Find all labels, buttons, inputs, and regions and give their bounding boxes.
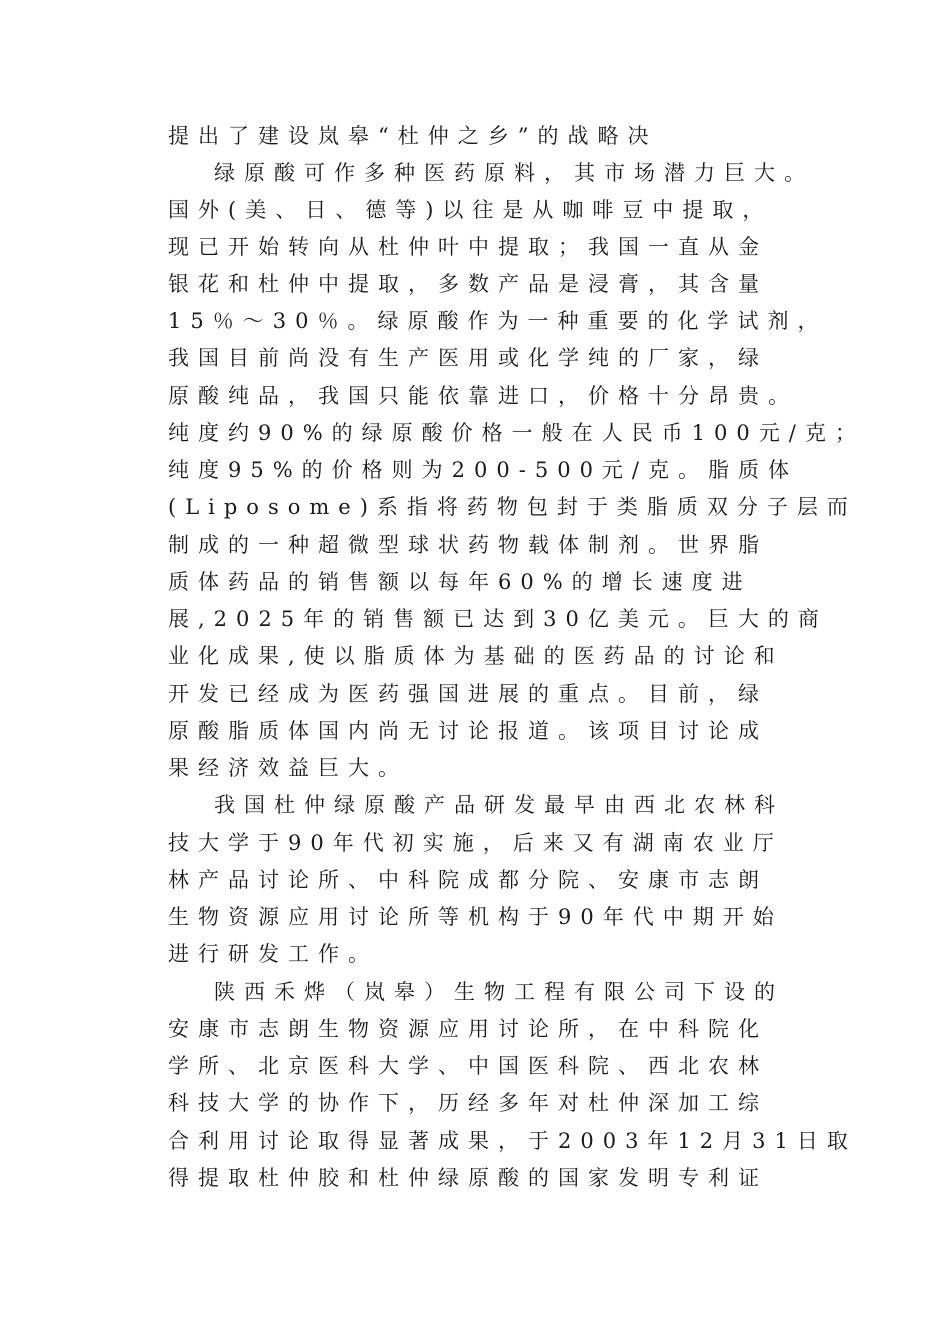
text-line: 提出了建设岚皋“杜仲之乡”的战略决 xyxy=(168,124,658,148)
text-line: 业化成果,使以脂质体为基础的医药品的讨论和 xyxy=(168,644,784,668)
text-line: 学所、北京医科大学、中国医科院、西北农林 xyxy=(168,1054,768,1078)
text-line: 合利用讨论取得显著成果，于2003年12月31日取 xyxy=(168,1129,857,1153)
text-line: 质体药品的销售额以每年60%的增长速度进 xyxy=(168,570,752,594)
text-line: 开发已经成为医药强国进展的重点。目前，绿 xyxy=(168,682,768,706)
text-line: (Liposome)系指将药物包封于类脂质双分子层而 xyxy=(168,495,857,519)
text-line: 林产品讨论所、中科院成都分院、安康市志朗 xyxy=(168,868,768,892)
text-line: 原酸脂质体国内尚无讨论报道。该项目讨论成 xyxy=(168,719,768,743)
text-line: 展,2025年的销售额已达到30亿美元。巨大的商 xyxy=(168,607,828,631)
text-line: 15％～30％。绿原酸作为一种重要的化学试剂， xyxy=(168,309,828,333)
paragraph-start-line: 我国杜仲绿原酸产品研发最早由西北农林科 xyxy=(214,793,784,817)
text-line: 技大学于90年代初实施，后来又有湖南农业厅 xyxy=(168,831,783,855)
text-line: 纯度约90%的绿原酸价格一般在人民币100元/克； xyxy=(168,421,865,445)
text-line: 制成的一种超微型球状药物载体制剂。世界脂 xyxy=(168,533,768,557)
text-line: 果经济效益巨大。 xyxy=(168,756,408,780)
text-line: 纯度95%的价格则为200-500元/克。脂质体 xyxy=(168,458,799,482)
text-line: 国外(美、日、德等)以往是从咖啡豆中提取， xyxy=(168,198,773,222)
text-line: 现已开始转向从杜仲叶中提取；我国一直从金 xyxy=(168,235,768,259)
text-line: 进行研发工作。 xyxy=(168,942,378,966)
paragraph-start-line: 绿原酸可作多种医药原料，其市场潜力巨大。 xyxy=(214,161,814,185)
text-line: 原酸纯品，我国只能依靠进口，价格十分昂贵。 xyxy=(168,384,798,408)
text-line: 银花和杜仲中提取，多数产品是浸膏，其含量 xyxy=(168,272,768,296)
text-line: 我国目前尚没有生产医用或化学纯的厂家，绿 xyxy=(168,346,768,370)
paragraph-start-line: 陕西禾烨（岚皋）生物工程有限公司下设的 xyxy=(214,980,784,1004)
text-line: 科技大学的协作下，历经多年对杜仲深加工综 xyxy=(168,1091,768,1115)
text-line: 生物资源应用讨论所等机构于90年代中期开始 xyxy=(168,905,783,929)
text-line: 得提取杜仲胶和杜仲绿原酸的国家发明专利证 xyxy=(168,1166,768,1190)
text-line: 安康市志朗生物资源应用讨论所，在中科院化 xyxy=(168,1017,768,1041)
